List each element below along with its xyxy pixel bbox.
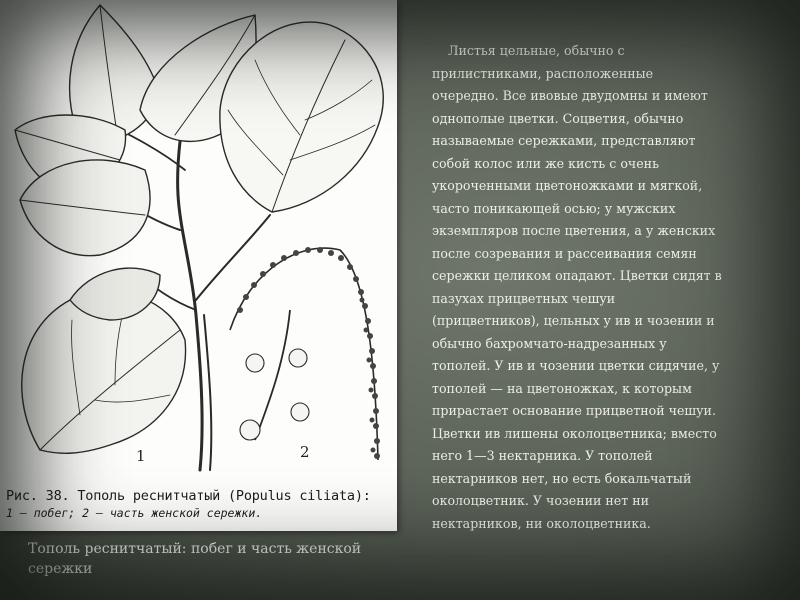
figure-label-2: 2 [300,443,310,461]
text-line: пазухах прицветных чешуи [432,290,616,306]
slide-caption [28,539,398,579]
text-line: (прицветников), цельных у ив и чозении и [432,313,715,328]
text-line: нектарников нет, но есть бокальчатый [432,470,692,486]
text-line: него 1—3 нектарника. У тополей [432,448,653,463]
text-line: нектарников, ни околоцветника. [432,515,651,531]
text-line: после созревания и рассеивания семян [432,245,697,261]
figure-caption [6,488,396,520]
text-line: Цветки ив лишены околоцветника; вместо [432,425,717,441]
figure-caption-title: Рис. 38. Тополь реснитчатый (Populus ciliata): [6,488,371,504]
text-line: однополые цветки. Соцветия, обычно [432,110,684,126]
figure-label-1: 1 [136,447,146,465]
figure-caption-subtitle: 1 — побег; 2 — часть женской сережки. [6,506,263,520]
text-line: сережки целиком опадают. Цветки сидят в [432,268,722,283]
text-line: собой колос или же кисть с очень [432,155,659,171]
text-line: прилистниками, расположенные [432,65,654,81]
text-line: экземпляров после цветения, а у женских [432,223,716,238]
text-line: Листья цельные, обычно с [432,43,625,58]
description-text [432,40,762,535]
text-line: называемые сережками, представляют [432,133,696,148]
caption-line: Тополь реснитчатый: побег и часть женской [28,541,362,557]
botanical-figure [0,0,397,531]
text-line: часто поникающей осью; у мужских [432,200,676,216]
text-line: тополей. У ив и чозении цветки сидячие, у [432,358,720,373]
text-line: тополей — на цветоножках, к которым [432,380,692,396]
text-line: обычно бахромчато-надрезанных у [432,335,667,351]
text-line: очередно. Все ивовые двудомны и имеют [432,88,708,103]
text-line: прирастает основание прицветной чешуи. [432,403,716,418]
text-line: укороченными цветоножками и мягкой, [432,178,703,193]
poplar-illustration [0,0,397,531]
caption-line: сережки [28,561,93,577]
text-line: околоцветник. У чозении нет ни [432,493,650,508]
